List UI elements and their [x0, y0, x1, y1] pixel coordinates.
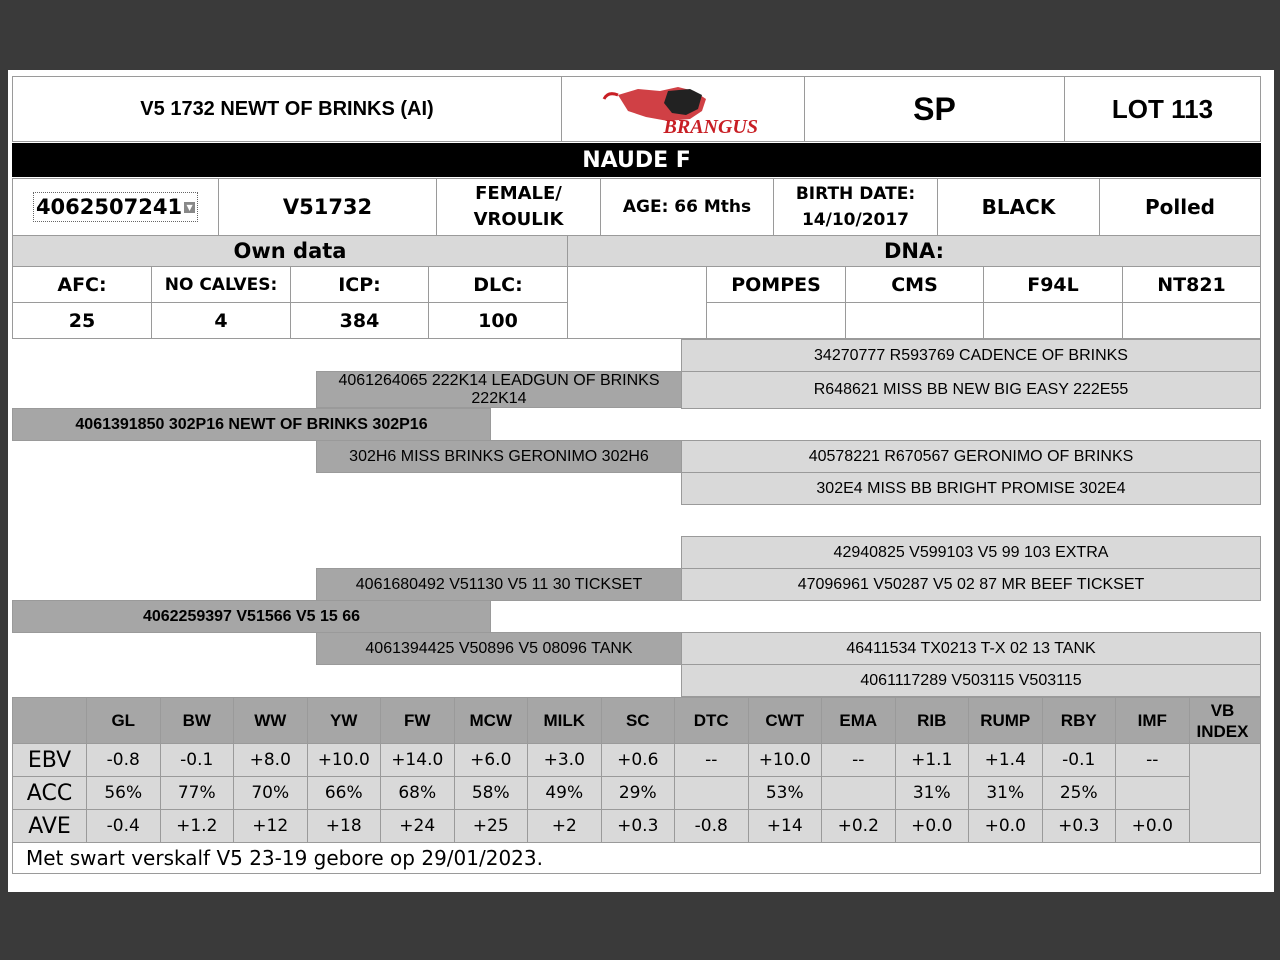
chevron-down-icon[interactable]: ▼	[184, 202, 195, 213]
id-number: 4062507241	[35, 195, 183, 219]
dna-header-f94l: F94L	[983, 266, 1123, 303]
pedigree-sire-dam: 302H6 MISS BRINKS GERONIMO 302H6	[316, 440, 682, 473]
ebv-value-ebv-milk: +3.0	[527, 743, 602, 777]
dna-header-cms: CMS	[845, 266, 984, 303]
ebv-value-ebv-rump: +1.4	[968, 743, 1043, 777]
ebv-value-acc-gl: 56%	[86, 776, 161, 810]
ebv-value-acc-rib: 31%	[895, 776, 970, 810]
vb-index-value	[1184, 743, 1261, 843]
ebv-value-ave-imf: +0.0	[1115, 809, 1190, 843]
ebv-value-ave-rib: +0.0	[895, 809, 970, 843]
pedigree-sire: 4061391850 302P16 NEWT OF BRINKS 302P16	[12, 408, 491, 441]
ebv-row-label-ebv: EBV	[12, 743, 87, 777]
colour: BLACK	[937, 178, 1100, 236]
ebv-row-label-ave: AVE	[12, 809, 87, 843]
pedigree-dam-dam: 4061394425 V50896 V5 08096 TANK	[316, 632, 682, 665]
vb-index-line1: VB	[1210, 700, 1235, 720]
ebv-value-ave-rby: +0.3	[1042, 809, 1117, 843]
dna-title: DNA:	[567, 235, 1261, 267]
dna-header-nt821: NT821	[1122, 266, 1261, 303]
sex-line2: VROULIK	[473, 209, 564, 230]
ebv-value-ebv-rib: +1.1	[895, 743, 970, 777]
horn-status: Polled	[1099, 178, 1261, 236]
own-value-calves: 4	[151, 302, 291, 339]
breeder-name: NAUDE F	[12, 143, 1261, 177]
ebv-value-ave-fw: +24	[380, 809, 455, 843]
ebv-value-ave-mcw: +25	[454, 809, 529, 843]
pedigree-dam-sire-sire: 42940825 V599103 V5 99 103 EXTRA	[681, 536, 1261, 569]
ebv-header-mcw: MCW	[454, 697, 529, 744]
pedigree-dam: 4062259397 V51566 V5 15 66	[12, 600, 491, 633]
ebv-header-milk: MILK	[527, 697, 602, 744]
sex-line1: FEMALE/	[475, 183, 562, 204]
age: AGE: 66 Mths	[600, 178, 774, 236]
ebv-value-ebv-mcw: +6.0	[454, 743, 529, 777]
ebv-value-ebv-gl: -0.8	[86, 743, 161, 777]
dna-header-pompes: POMPES	[706, 266, 846, 303]
ebv-header-gl: GL	[86, 697, 161, 744]
ebv-value-ave-ww: +12	[233, 809, 308, 843]
pedigree-sire-sire-dam: R648621 MISS BB NEW BIG EASY 222E55	[681, 371, 1261, 409]
ebv-row-label-acc: ACC	[12, 776, 87, 810]
id-select[interactable]	[33, 192, 198, 222]
ebv-value-ebv-sc: +0.6	[601, 743, 676, 777]
dna-value-f94l	[983, 302, 1123, 339]
dna-value-nt821	[1122, 302, 1261, 339]
pedigree-dam-dam-dam: 4061117289 V503115 V503115	[681, 664, 1261, 697]
sex	[436, 178, 601, 236]
ebv-value-ave-ema: +0.2	[821, 809, 896, 843]
ebv-header-cwt: CWT	[748, 697, 823, 744]
dna-value-pompes	[706, 302, 846, 339]
ebv-value-ave-milk: +2	[527, 809, 602, 843]
status-badge: SP	[804, 76, 1065, 142]
own-header-icp: ICP:	[290, 266, 429, 303]
ebv-value-acc-milk: 49%	[527, 776, 602, 810]
ebv-corner	[12, 697, 87, 744]
ebv-value-ebv-ww: +8.0	[233, 743, 308, 777]
ebv-value-acc-rby: 25%	[1042, 776, 1117, 810]
ebv-header-yw: YW	[307, 697, 382, 744]
ebv-header-fw: FW	[380, 697, 455, 744]
ebv-value-acc-ema	[821, 776, 896, 810]
own-value-icp: 384	[290, 302, 429, 339]
ebv-header-rump: RUMP	[968, 697, 1043, 744]
pedigree-sire-dam-dam: 302E4 MISS BB BRIGHT PROMISE 302E4	[681, 472, 1261, 505]
comment: Met swart verskalf V5 23-19 gebore op 29/01/2023.	[12, 842, 1261, 874]
ebv-header-bw: BW	[160, 697, 235, 744]
ebv-header-dtc: DTC	[674, 697, 749, 744]
own-header-calves: NO CALVES:	[151, 266, 291, 303]
ebv-value-acc-bw: 77%	[160, 776, 235, 810]
ebv-header-ema: EMA	[821, 697, 896, 744]
dna-value-cms	[845, 302, 984, 339]
pedigree-dam-sire: 4061680492 V51130 V5 11 30 TICKSET	[316, 568, 682, 601]
pedigree-dam-dam-sire: 46411534 TX0213 T-X 02 13 TANK	[681, 632, 1261, 665]
ebv-value-ave-gl: -0.4	[86, 809, 161, 843]
ebv-value-ave-yw: +18	[307, 809, 382, 843]
pedigree-sire-dam-sire: 40578221 R670567 GERONIMO OF BRINKS	[681, 440, 1261, 473]
ebv-value-ebv-imf: --	[1115, 743, 1190, 777]
ebv-value-acc-sc: 29%	[601, 776, 676, 810]
ebv-value-ave-dtc: -0.8	[674, 809, 749, 843]
lot-number: LOT 113	[1064, 76, 1261, 142]
ebv-value-ave-rump: +0.0	[968, 809, 1043, 843]
ebv-value-ebv-rby: -0.1	[1042, 743, 1117, 777]
tag-number: V51732	[218, 178, 437, 236]
ebv-value-acc-imf	[1115, 776, 1190, 810]
ebv-value-ebv-cwt: +10.0	[748, 743, 823, 777]
brangus-logo	[561, 76, 805, 142]
ebv-header-imf: IMF	[1115, 697, 1190, 744]
own-value-afc: 25	[12, 302, 152, 339]
pedigree-dam-sire-dam: 47096961 V50287 V5 02 87 MR BEEF TICKSET	[681, 568, 1261, 601]
own-data-title: Own data	[12, 235, 568, 267]
ebv-value-acc-cwt: 53%	[748, 776, 823, 810]
logo-text: BRANGUS	[663, 116, 758, 137]
bull-head-icon	[598, 81, 768, 137]
ebv-value-ebv-yw: +10.0	[307, 743, 382, 777]
ebv-value-acc-ww: 70%	[233, 776, 308, 810]
ebv-value-acc-rump: 31%	[968, 776, 1043, 810]
pedigree-sire-sire: 4061264065 222K14 LEADGUN OF BRINKS 222K14	[316, 371, 682, 408]
ebv-value-acc-dtc	[674, 776, 749, 810]
ebv-value-acc-mcw: 58%	[454, 776, 529, 810]
ebv-value-ave-sc: +0.3	[601, 809, 676, 843]
own-header-afc: AFC:	[12, 266, 152, 303]
ebv-value-ebv-bw: -0.1	[160, 743, 235, 777]
ebv-value-ave-cwt: +14	[748, 809, 823, 843]
own-header-dlc: DLC:	[428, 266, 568, 303]
ebv-value-acc-fw: 68%	[380, 776, 455, 810]
ebv-header-ww: WW	[233, 697, 308, 744]
birth-value: 14/10/2017	[801, 210, 910, 230]
ebv-value-ebv-dtc: --	[674, 743, 749, 777]
animal-name: V5 1732 NEWT OF BRINKS (AI)	[12, 76, 562, 142]
birth-date	[773, 178, 938, 236]
ebv-value-ave-bw: +1.2	[160, 809, 235, 843]
own-value-dlc: 100	[428, 302, 568, 339]
sale-card	[8, 70, 1274, 892]
vb-index-header	[1184, 697, 1261, 744]
ebv-header-rib: RIB	[895, 697, 970, 744]
ebv-value-ebv-ema: --	[821, 743, 896, 777]
id-select-cell	[12, 178, 219, 236]
ebv-value-acc-yw: 66%	[307, 776, 382, 810]
dna-blank	[567, 266, 707, 339]
vb-index-line2: INDEX	[1196, 721, 1249, 741]
ebv-value-ebv-fw: +14.0	[380, 743, 455, 777]
birth-label: BIRTH DATE:	[795, 184, 916, 204]
ebv-header-sc: SC	[601, 697, 676, 744]
pedigree-sire-sire-sire: 34270777 R593769 CADENCE OF BRINKS	[681, 339, 1261, 372]
ebv-header-rby: RBY	[1042, 697, 1117, 744]
